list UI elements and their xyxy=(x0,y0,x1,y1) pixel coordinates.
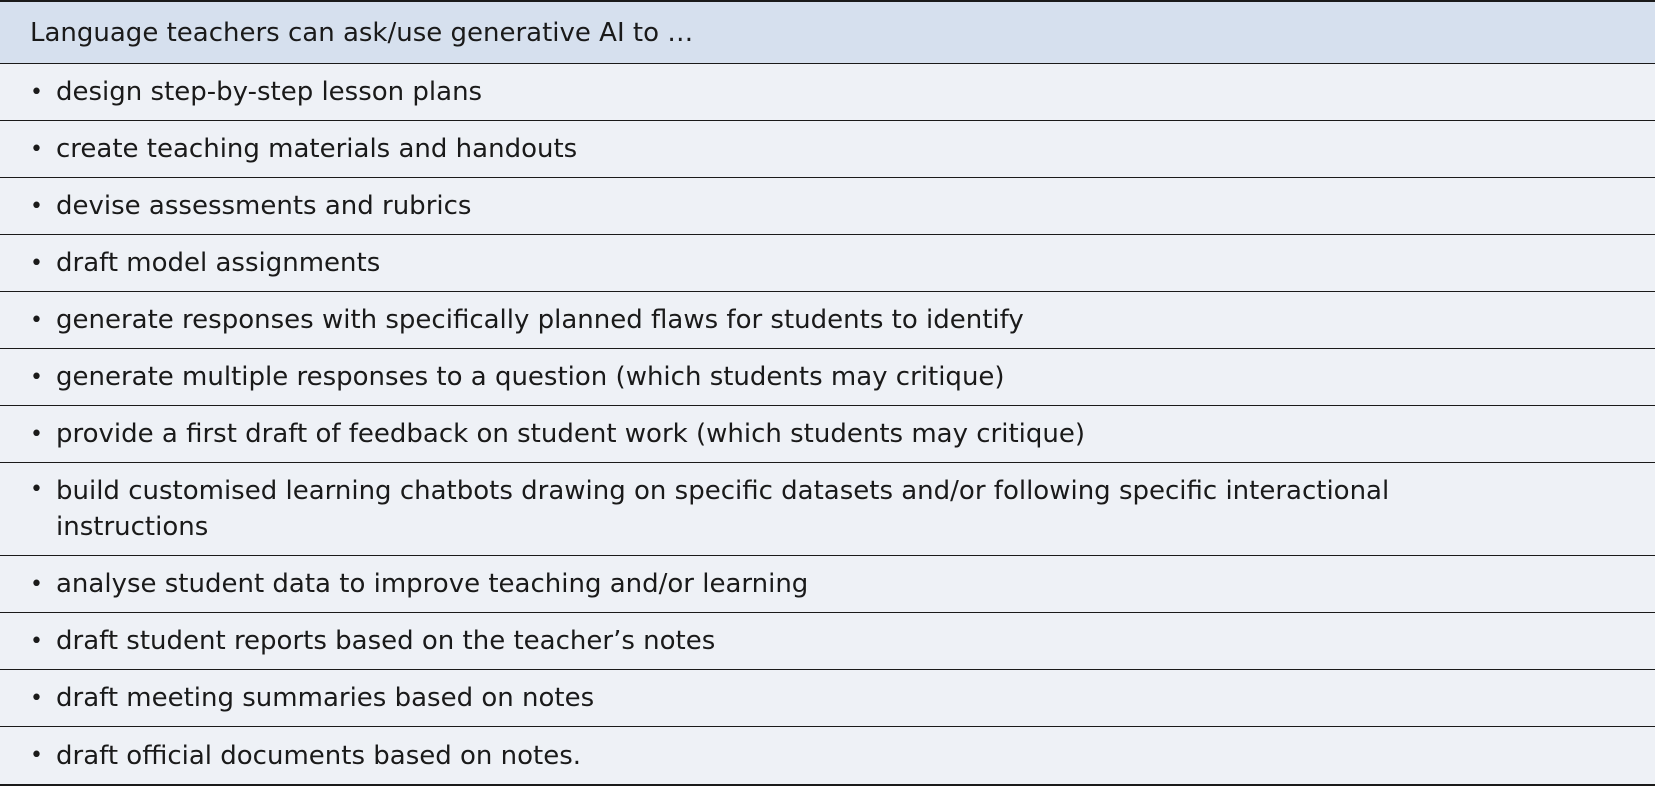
row-text: design step-by-step lesson plans xyxy=(56,77,483,107)
row-text: draft official documents based on notes. xyxy=(56,740,582,771)
row-text: generate multiple responses to a question (which students may critique) xyxy=(56,362,1005,392)
row-text: devise assessments and rubrics xyxy=(56,191,472,221)
bullet-icon: • xyxy=(30,137,43,162)
row-text: generate responses with specifically planned flaws for students to identify xyxy=(56,305,1024,335)
row-text: create teaching materials and handouts xyxy=(56,134,578,164)
row-text: draft meeting summaries based on notes xyxy=(56,683,595,713)
table-row xyxy=(0,556,1655,613)
bullet-icon: • xyxy=(30,422,43,447)
bullet-icon: • xyxy=(30,743,43,768)
row-text: draft model assignments xyxy=(56,248,381,278)
row-text: analyse student data to improve teaching and/or learning xyxy=(56,569,809,599)
bullet-icon: • xyxy=(30,477,43,502)
bullet-icon: • xyxy=(30,365,43,390)
row-text: draft student reports based on the teacher’s notes xyxy=(56,626,716,656)
row-text: provide a first draft of feedback on student work (which students may critique) xyxy=(56,419,1085,449)
bullet-icon: • xyxy=(30,686,43,711)
table-row xyxy=(0,463,1655,556)
bullet-icon: • xyxy=(30,194,43,219)
bullet-icon: • xyxy=(30,80,43,105)
table-row xyxy=(0,406,1655,463)
row-text: build customised learning chatbots drawing on specific datasets and/or following specific interactional instructions xyxy=(56,476,1390,542)
table-row xyxy=(0,727,1655,784)
table-row xyxy=(0,178,1655,235)
table-row xyxy=(0,292,1655,349)
table-header-text: Language teachers can ask/use generative AI to … xyxy=(30,17,694,48)
bullet-icon: • xyxy=(30,308,43,333)
table-row xyxy=(0,613,1655,670)
bullet-icon: • xyxy=(30,629,43,654)
bullet-icon: • xyxy=(30,251,43,276)
table-row xyxy=(0,670,1655,727)
table-header xyxy=(0,2,1655,64)
table-row xyxy=(0,64,1655,121)
table-row xyxy=(0,349,1655,406)
table-row xyxy=(0,235,1655,292)
table-row xyxy=(0,121,1655,178)
bullet-icon: • xyxy=(30,572,43,597)
